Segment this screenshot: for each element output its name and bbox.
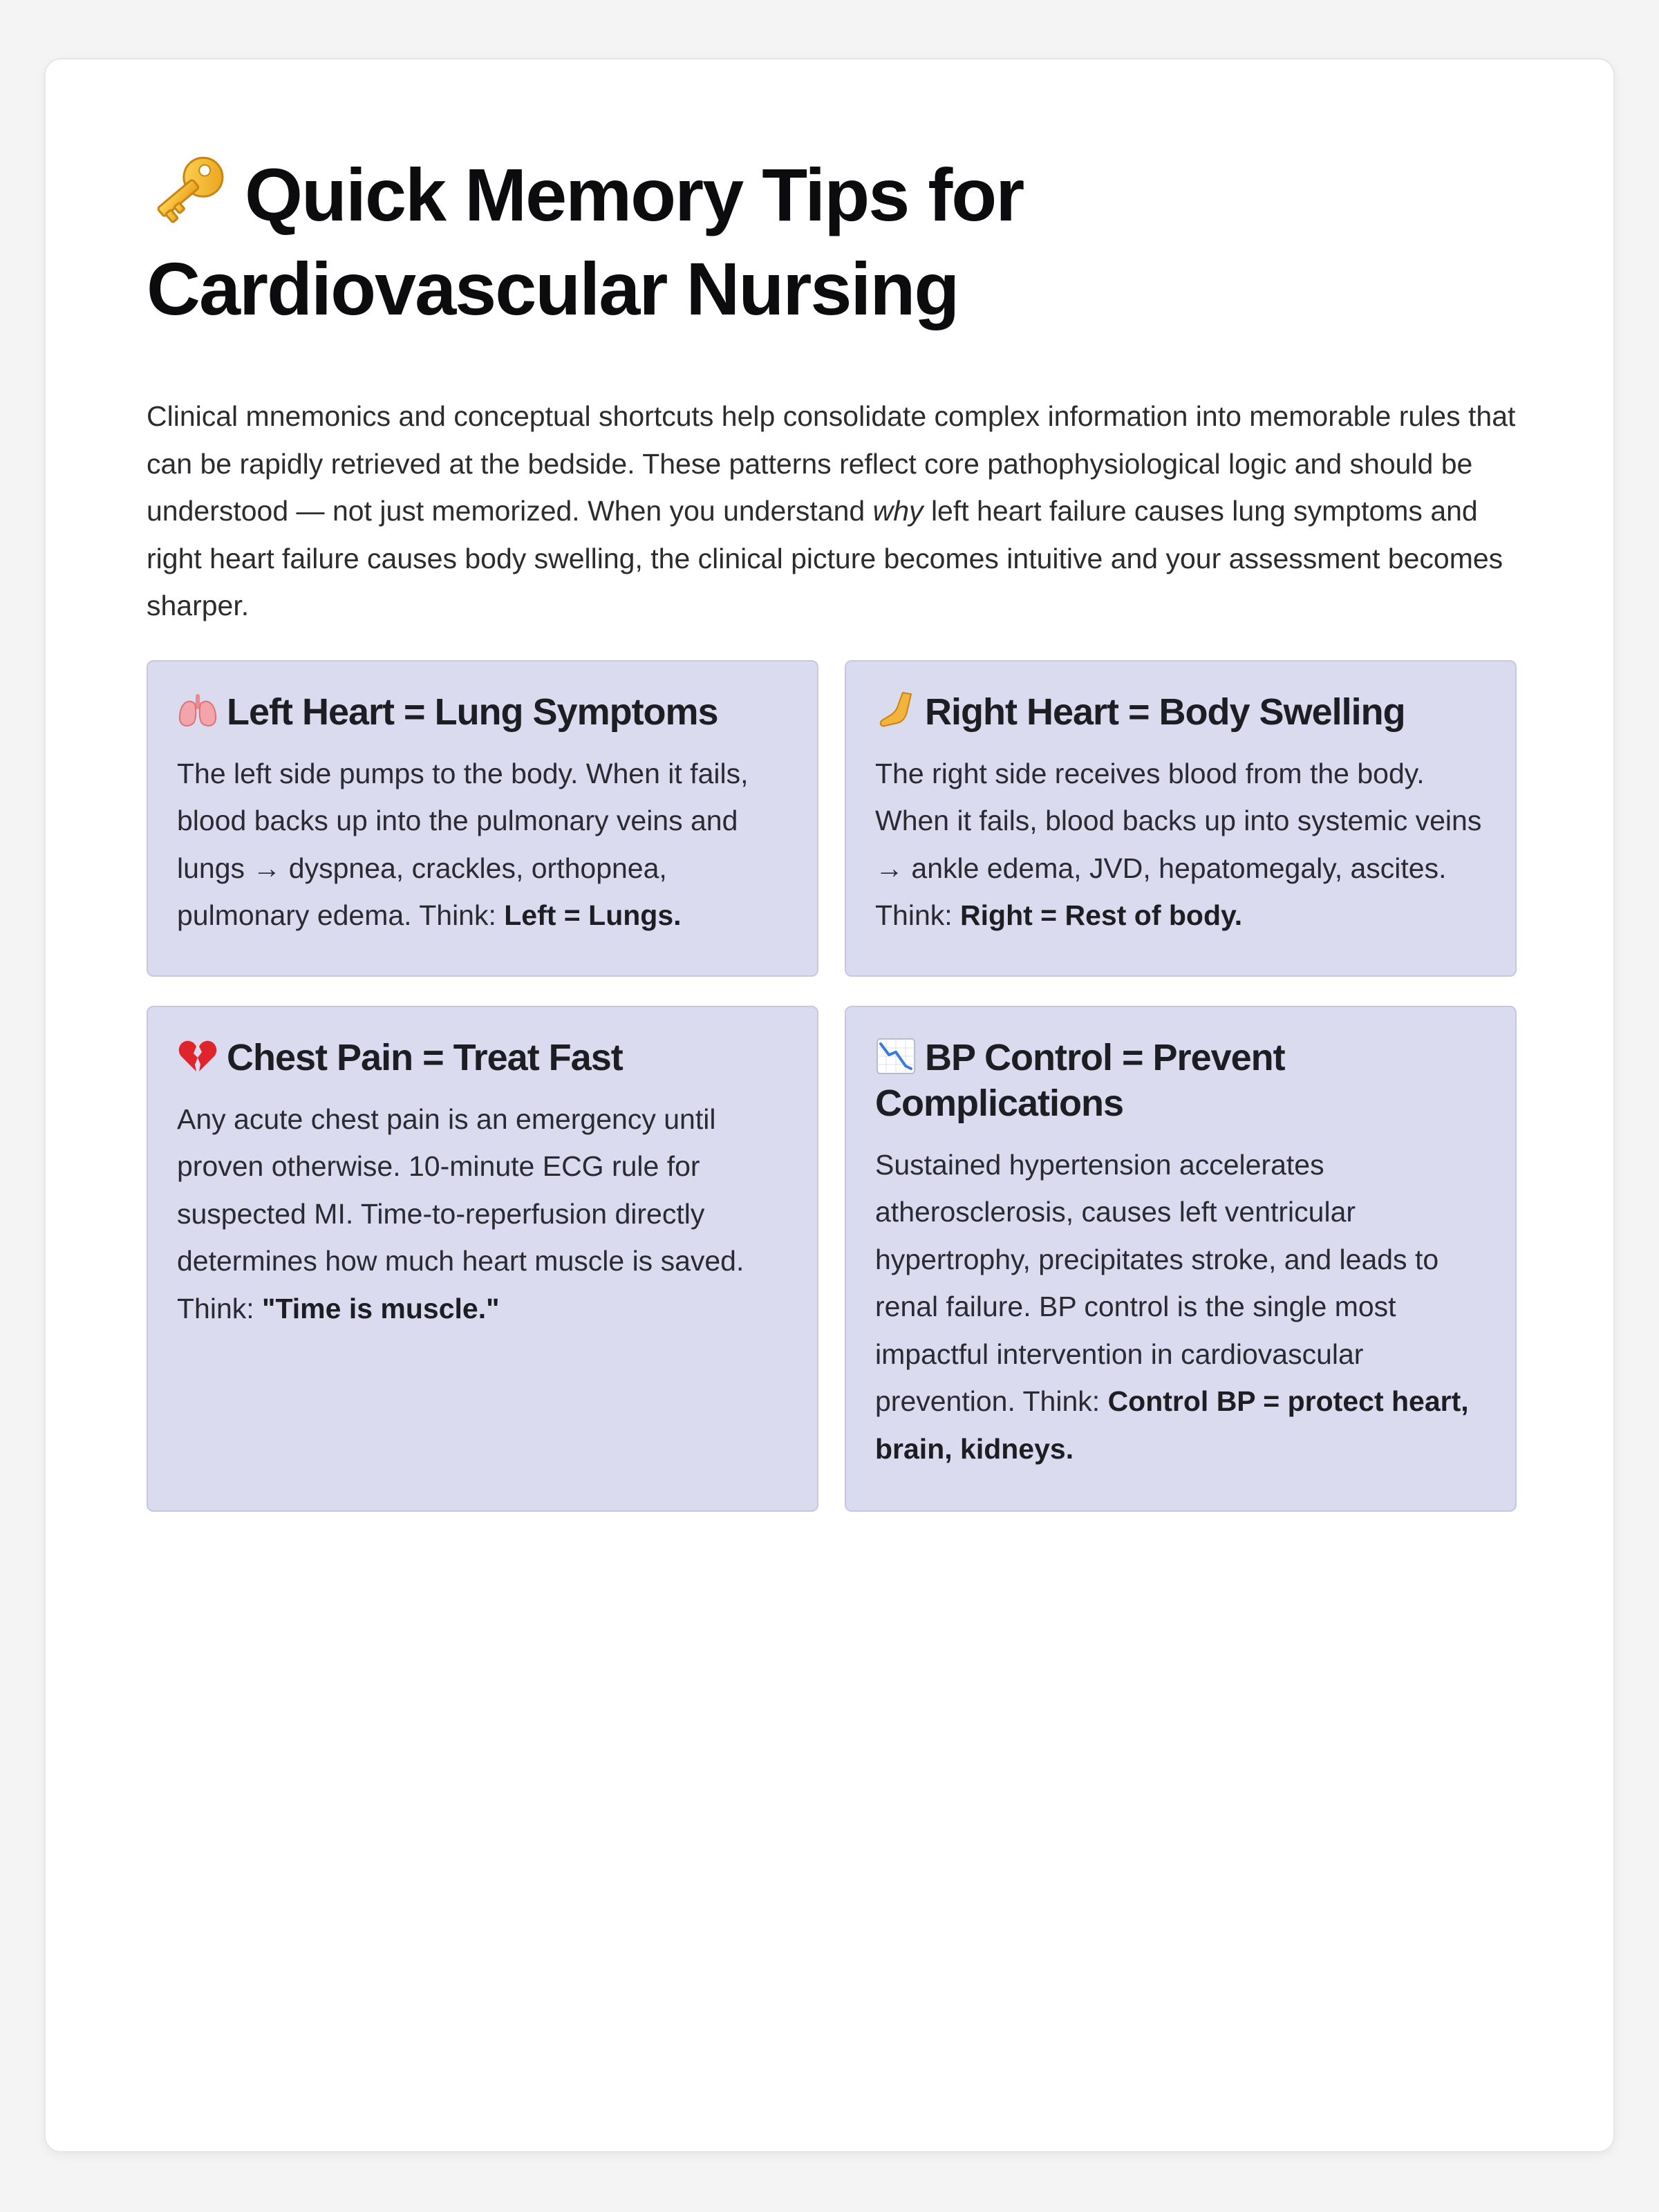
tip-title xyxy=(177,689,788,735)
tip-think: Control BP = protect heart, brain, kidneys. xyxy=(875,1385,1469,1465)
lungs-icon xyxy=(177,691,218,730)
tip-title xyxy=(177,1035,788,1080)
title-line-2: Cardiovascular Nursing xyxy=(147,247,959,330)
tip-card-chest-pain xyxy=(147,1006,818,1512)
tip-card-bp-control xyxy=(845,1006,1517,1512)
tip-think: "Time is muscle." xyxy=(262,1292,500,1324)
tip-title-text: Chest Pain = Treat Fast xyxy=(227,1036,623,1078)
tip-card-right-heart xyxy=(845,660,1517,977)
leg-icon xyxy=(875,691,917,730)
tip-body xyxy=(875,750,1486,939)
tip-body xyxy=(177,1096,788,1333)
tip-body-text: The right side receives blood from the body. When it fails, blood backs up into systemic veins → ankle edema, JVD, hepatomegaly, ascites. Think: xyxy=(875,757,1482,931)
tip-card-left-heart xyxy=(147,660,818,977)
tip-think: Right = Rest of body. xyxy=(960,899,1243,931)
chart-decreasing-icon xyxy=(875,1037,917,1076)
content xyxy=(147,148,1517,1510)
tips-grid xyxy=(147,660,1517,1510)
tip-body-text: Any acute chest pain is an emergency until proven otherwise. 10-minute ECG rule for suspected MI. Time-to-reperfusion directly determines how much heart muscle is saved. Think: xyxy=(177,1103,744,1324)
tip-think: Left = Lungs. xyxy=(504,899,682,931)
tip-body xyxy=(177,750,788,939)
tip-body xyxy=(875,1141,1486,1473)
tip-title xyxy=(875,1035,1486,1126)
tip-title-text: Right Heart = Body Swelling xyxy=(925,691,1405,733)
intro-emphasis: why xyxy=(872,495,924,527)
intro-text-before: Clinical mnemonics and conceptual shortcuts help consolidate complex information into memorable rules that can be rapidly retrieved at the bedside. These patterns reflect core pathophysiological logic and should be understood — not just memorized. When you understand xyxy=(147,400,1516,527)
tip-title xyxy=(875,689,1486,735)
page-title xyxy=(147,148,1517,336)
broken-heart-icon xyxy=(177,1037,218,1076)
title-line-1: Quick Memory Tips for xyxy=(245,153,1024,236)
tip-body-text: The left side pumps to the body. When it fails, blood backs up into the pulmonary veins and lungs → dyspnea, crackles, orthopnea, pulmonary edema. Think: xyxy=(177,757,749,931)
tip-title-text: Left Heart = Lung Symptoms xyxy=(227,691,718,733)
intro-text-after: left heart failure causes lung symptoms and right heart failure causes body swelling, the clinical picture becomes intuitive and your assessment becomes sharper. xyxy=(147,495,1503,621)
key-icon xyxy=(147,150,232,227)
tip-title-text: BP Control = Prevent Complications xyxy=(875,1036,1285,1124)
intro-paragraph xyxy=(147,393,1517,630)
tip-body-text: Sustained hypertension accelerates atherosclerosis, causes left ventricular hypertrophy, precipitates stroke, and leads to renal failure. BP control is the single most impactful intervention in cardiovascular prevention. Think: xyxy=(875,1148,1439,1417)
page-card xyxy=(44,58,1615,2153)
